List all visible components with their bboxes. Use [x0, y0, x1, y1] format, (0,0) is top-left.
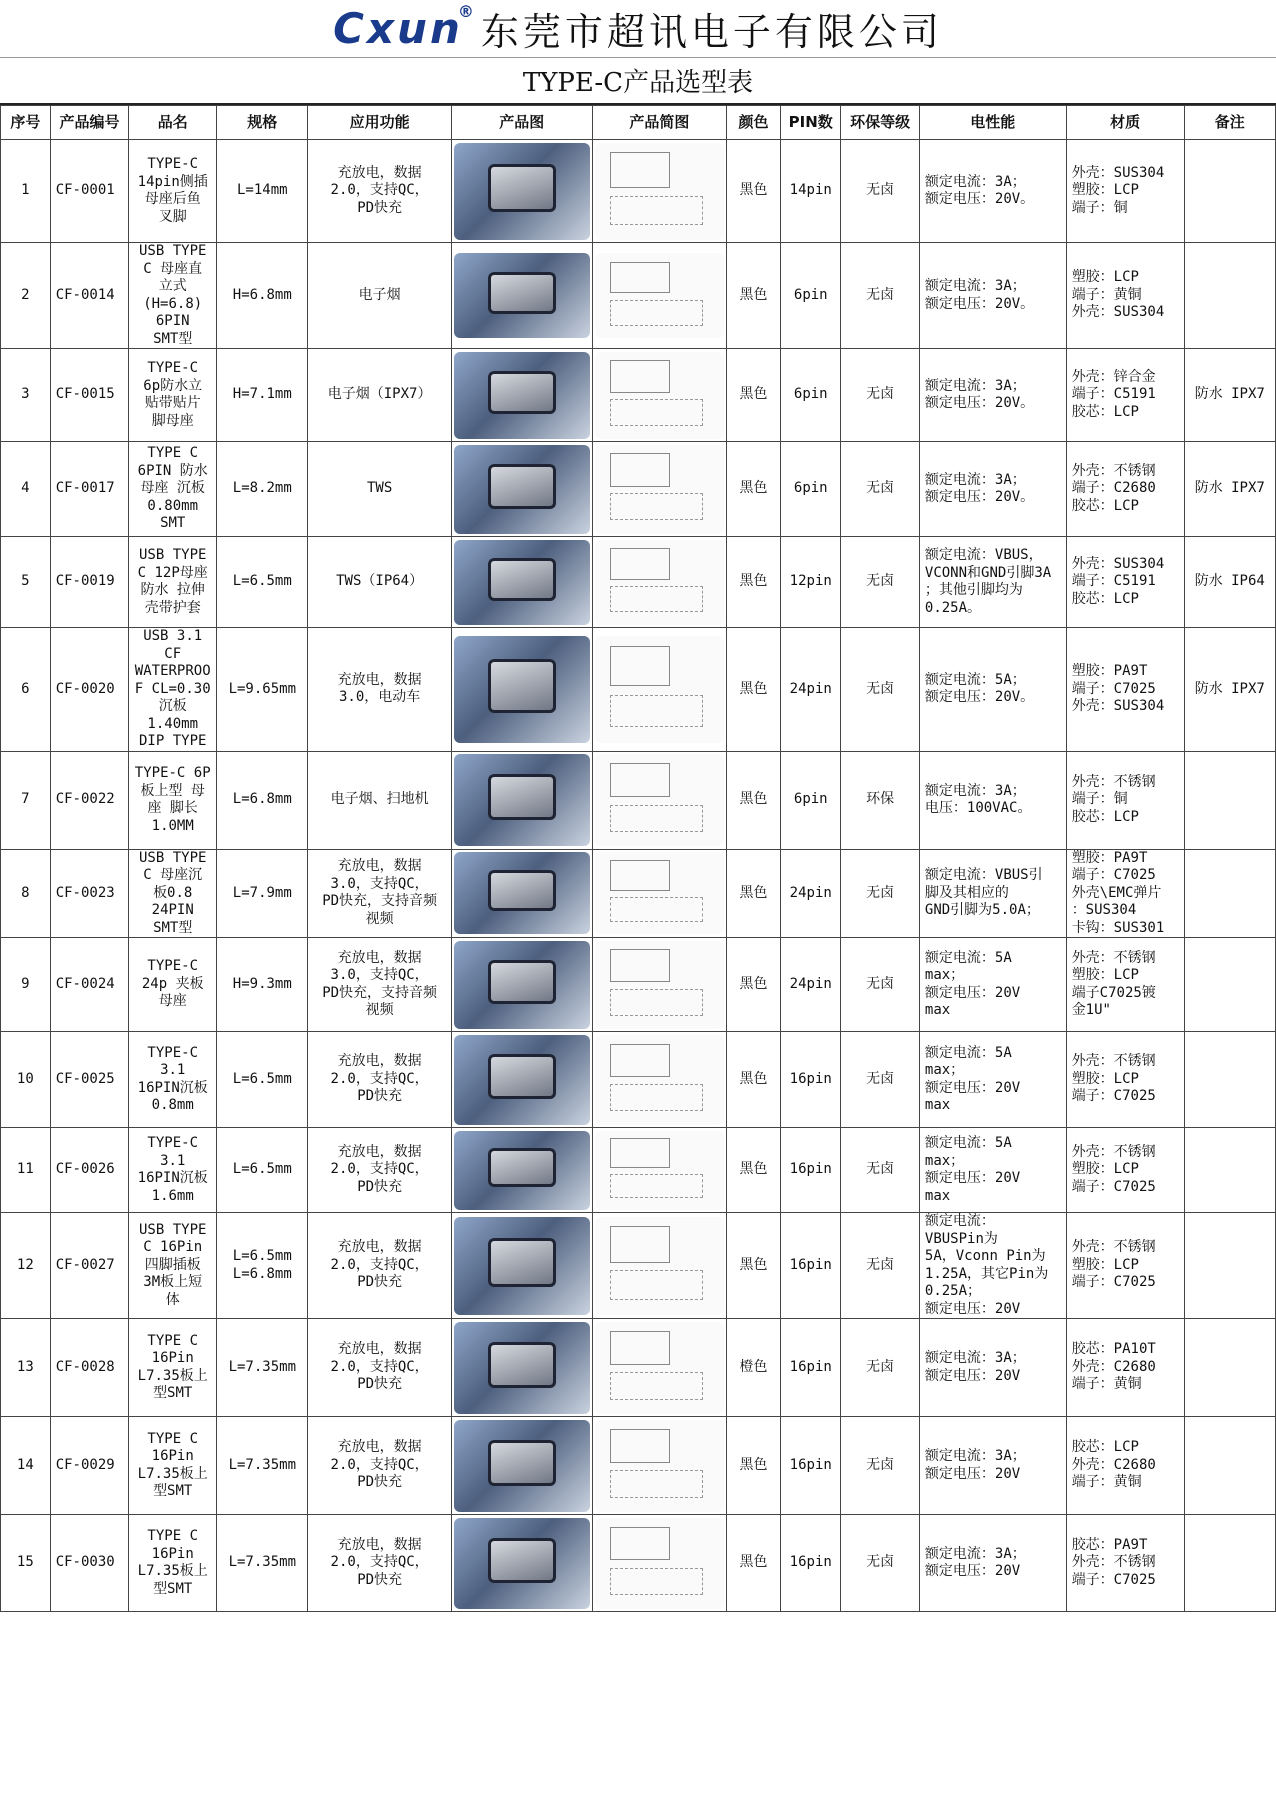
- cell-mat: 外壳：不锈钢 塑胶：LCP 端子：C7025: [1066, 1032, 1184, 1128]
- table-row: [1, 140, 1276, 243]
- product-photo: [454, 1322, 590, 1414]
- table-row: [1, 537, 1276, 628]
- cell-pin: 12pin: [781, 537, 841, 628]
- cell-color: 黑色: [726, 1515, 780, 1612]
- product-drawing-cell: [592, 1515, 726, 1612]
- cell-note: [1184, 140, 1275, 243]
- product-drawing: [595, 1131, 724, 1210]
- cell-elec: 额定电流：3A； 额定电压：20V: [919, 1515, 1066, 1612]
- cell-func: TWS（IP64）: [308, 537, 451, 628]
- cell-no: 13: [1, 1319, 51, 1417]
- cell-mat: 外壳：不锈钢 端子：C2680 胶芯：LCP: [1066, 442, 1184, 537]
- cell-env: 无卤: [841, 537, 920, 628]
- table-row: [1, 243, 1276, 349]
- sheet-title: TYPE-C产品选型表: [0, 58, 1276, 105]
- cell-elec: 额定电流：3A； 额定电压：20V。: [919, 243, 1066, 349]
- table-row: [1, 751, 1276, 849]
- cell-no: 1: [1, 140, 51, 243]
- cell-no: 14: [1, 1417, 51, 1515]
- cell-func: 电子烟（IPX7）: [308, 349, 451, 442]
- cell-pin: 6pin: [781, 243, 841, 349]
- cell-code: CF-0020: [50, 628, 129, 752]
- cell-func: 充放电，数据 2.0，支持QC， PD快充: [308, 1515, 451, 1612]
- cell-func: 充放电，数据 2.0，支持QC， PD快充: [308, 1417, 451, 1515]
- product-drawing: [595, 636, 724, 743]
- cell-func: 充放电，数据 2.0，支持QC， PD快充: [308, 1213, 451, 1319]
- cell-spec: L=7.35mm: [217, 1319, 308, 1417]
- table-row: [1, 1515, 1276, 1612]
- column-header: 产品简图: [592, 106, 726, 140]
- column-header: 应用功能: [308, 106, 451, 140]
- cell-env: 无卤: [841, 1319, 920, 1417]
- column-header: 材质: [1066, 106, 1184, 140]
- cell-code: CF-0029: [50, 1417, 129, 1515]
- cell-env: 无卤: [841, 442, 920, 537]
- cell-color: 黑色: [726, 442, 780, 537]
- logo-text: Cxun: [333, 4, 463, 53]
- cell-no: 6: [1, 628, 51, 752]
- product-drawing-cell: [592, 1032, 726, 1128]
- cell-func: 充放电，数据 2.0，支持QC， PD快充: [308, 1319, 451, 1417]
- cell-env: 无卤: [841, 1213, 920, 1319]
- cell-name: TYPE-C 6p防水立 贴带贴片 脚母座: [129, 349, 217, 442]
- product-drawing: [595, 445, 724, 534]
- product-photo: [454, 445, 590, 534]
- cell-color: 黑色: [726, 938, 780, 1032]
- cell-note: [1184, 1515, 1275, 1612]
- product-drawing-cell: [592, 349, 726, 442]
- table-row: [1, 1032, 1276, 1128]
- product-drawing: [595, 352, 724, 439]
- cell-env: 无卤: [841, 1128, 920, 1213]
- header: [0, 0, 1276, 58]
- cell-name: TYPE-C 6P 板上型 母 座 脚长 1.0MM: [129, 751, 217, 849]
- cell-name: TYPE-C 3.1 16PIN沉板 1.6mm: [129, 1128, 217, 1213]
- cell-elec: 额定电流：3A； 额定电压：20V。: [919, 140, 1066, 243]
- product-photo-cell: [451, 628, 592, 752]
- cell-env: 无卤: [841, 938, 920, 1032]
- cell-env: 环保: [841, 751, 920, 849]
- product-photo: [454, 352, 590, 439]
- cell-pin: 16pin: [781, 1417, 841, 1515]
- cell-name: USB TYPE C 母座直 立式 (H=6.8) 6PIN SMT型: [129, 243, 217, 349]
- cell-code: CF-0001: [50, 140, 129, 243]
- cell-elec: 额定电流：VBUS引 脚及其相应的 GND引脚为5.0A；: [919, 849, 1066, 938]
- product-photo: [454, 1131, 590, 1210]
- product-drawing-cell: [592, 537, 726, 628]
- product-photo: [454, 253, 590, 338]
- cell-elec: 额定电流：3A； 额定电压：20V。: [919, 349, 1066, 442]
- cell-no: 10: [1, 1032, 51, 1128]
- product-photo-cell: [451, 537, 592, 628]
- cell-spec: L=6.5mm L=6.8mm: [217, 1213, 308, 1319]
- cell-pin: 16pin: [781, 1128, 841, 1213]
- cell-color: 黑色: [726, 1417, 780, 1515]
- cell-spec: L=6.5mm: [217, 537, 308, 628]
- product-drawing: [595, 540, 724, 625]
- cell-name: TYPE-C 24p 夹板 母座: [129, 938, 217, 1032]
- cell-func: 充放电，数据 3.0，支持QC， PD快充，支持音频 视频: [308, 938, 451, 1032]
- product-photo: [454, 540, 590, 625]
- cell-env: 无卤: [841, 140, 920, 243]
- cell-mat: 胶芯：PA10T 外壳：C2680 端子：黄铜: [1066, 1319, 1184, 1417]
- cell-mat: 塑胶：PA9T 端子：C7025 外壳：SUS304: [1066, 628, 1184, 752]
- cell-code: CF-0026: [50, 1128, 129, 1213]
- table-row: [1, 938, 1276, 1032]
- column-header: 规格: [217, 106, 308, 140]
- cell-color: 黑色: [726, 1032, 780, 1128]
- product-photo-cell: [451, 140, 592, 243]
- cell-no: 5: [1, 537, 51, 628]
- cell-pin: 24pin: [781, 628, 841, 752]
- cell-elec: 额定电流：3A； 额定电压：20V: [919, 1417, 1066, 1515]
- cell-no: 11: [1, 1128, 51, 1213]
- cell-func: 充放电，数据 2.0，支持QC， PD快充: [308, 1128, 451, 1213]
- product-drawing: [595, 253, 724, 338]
- cell-elec: 额定电流：3A； 额定电压：20V。: [919, 442, 1066, 537]
- cell-name: TYPE C 16Pin L7.35板上 型SMT: [129, 1319, 217, 1417]
- table-row: [1, 1319, 1276, 1417]
- product-photo: [454, 754, 590, 846]
- cell-spec: L=14mm: [217, 140, 308, 243]
- table-row: [1, 442, 1276, 537]
- column-header: 产品图: [451, 106, 592, 140]
- product-photo-cell: [451, 1319, 592, 1417]
- cell-pin: 14pin: [781, 140, 841, 243]
- cell-code: CF-0030: [50, 1515, 129, 1612]
- product-photo: [454, 1035, 590, 1125]
- cell-no: 12: [1, 1213, 51, 1319]
- cell-mat: 外壳：不锈钢 塑胶：LCP 端子：C7025: [1066, 1213, 1184, 1319]
- cell-code: CF-0014: [50, 243, 129, 349]
- product-photo: [454, 941, 590, 1029]
- cell-no: 15: [1, 1515, 51, 1612]
- cell-name: USB 3.1 CF WATERPROO F CL=0.30 沉板 1.40mm DIP TYPE: [129, 628, 217, 752]
- cell-spec: H=9.3mm: [217, 938, 308, 1032]
- cell-name: TYPE-C 14pin侧插 母座后鱼 叉脚: [129, 140, 217, 243]
- cell-pin: 6pin: [781, 349, 841, 442]
- product-drawing-cell: [592, 849, 726, 938]
- product-table: [0, 105, 1276, 1612]
- cell-pin: 16pin: [781, 1213, 841, 1319]
- cell-func: 电子烟、扫地机: [308, 751, 451, 849]
- cell-mat: 外壳：SUS304 塑胶：LCP 端子：铜: [1066, 140, 1184, 243]
- product-drawing: [595, 1322, 724, 1414]
- cell-mat: 塑胶：LCP 端子：黄铜 外壳：SUS304: [1066, 243, 1184, 349]
- cell-note: [1184, 938, 1275, 1032]
- product-drawing-cell: [592, 628, 726, 752]
- table-row: [1, 1128, 1276, 1213]
- cell-elec: 额定电流：5A； 额定电压：20V。: [919, 628, 1066, 752]
- company-name: 东莞市超讯电子有限公司: [480, 10, 943, 54]
- cell-elec: 额定电流：VBUS， VCONN和GND引脚3A ；其他引脚均为 0.25A。: [919, 537, 1066, 628]
- product-drawing: [595, 143, 724, 240]
- cell-env: 无卤: [841, 349, 920, 442]
- product-drawing-cell: [592, 1417, 726, 1515]
- product-photo-cell: [451, 1515, 592, 1612]
- cell-env: 无卤: [841, 628, 920, 752]
- column-header: 产品编号: [50, 106, 129, 140]
- cell-code: CF-0027: [50, 1213, 129, 1319]
- cell-elec: 额定电流：3A； 额定电压：20V: [919, 1319, 1066, 1417]
- cell-spec: L=6.5mm: [217, 1128, 308, 1213]
- cell-spec: L=6.5mm: [217, 1032, 308, 1128]
- cell-no: 2: [1, 243, 51, 349]
- cell-note: 防水 IP64: [1184, 537, 1275, 628]
- product-photo-cell: [451, 751, 592, 849]
- cell-no: 3: [1, 349, 51, 442]
- cell-note: [1184, 1417, 1275, 1515]
- table-row: [1, 349, 1276, 442]
- product-photo-cell: [451, 1417, 592, 1515]
- cell-color: 黑色: [726, 349, 780, 442]
- product-drawing-cell: [592, 1319, 726, 1417]
- registered-mark: ®: [457, 2, 477, 21]
- product-drawing-cell: [592, 243, 726, 349]
- cell-env: 无卤: [841, 1417, 920, 1515]
- cell-func: 充放电，数据 2.0，支持QC， PD快充: [308, 140, 451, 243]
- product-photo: [454, 1420, 590, 1512]
- product-photo: [454, 143, 590, 240]
- cell-mat: 外壳：不锈钢 塑胶：LCP 端子C7025镀 金1U": [1066, 938, 1184, 1032]
- product-photo-cell: [451, 1032, 592, 1128]
- product-photo-cell: [451, 938, 592, 1032]
- cell-no: 8: [1, 849, 51, 938]
- cell-elec: 额定电流：5A max； 额定电压：20V max: [919, 1128, 1066, 1213]
- cell-name: TYPE C 6PIN 防水 母座 沉板 0.80mm SMT: [129, 442, 217, 537]
- cell-color: 黑色: [726, 751, 780, 849]
- cell-note: [1184, 1032, 1275, 1128]
- table-row: [1, 1417, 1276, 1515]
- product-photo-cell: [451, 849, 592, 938]
- cell-spec: L=6.8mm: [217, 751, 308, 849]
- cell-name: USB TYPE C 12P母座 防水 拉伸 壳带护套: [129, 537, 217, 628]
- product-photo-cell: [451, 243, 592, 349]
- column-header: 电性能: [919, 106, 1066, 140]
- cell-note: [1184, 849, 1275, 938]
- product-drawing-cell: [592, 751, 726, 849]
- cell-pin: 6pin: [781, 751, 841, 849]
- cell-func: 充放电，数据 2.0，支持QC， PD快充: [308, 1032, 451, 1128]
- cell-mat: 外壳：不锈钢 塑胶：LCP 端子：C7025: [1066, 1128, 1184, 1213]
- product-photo: [454, 1217, 590, 1315]
- cell-spec: H=6.8mm: [217, 243, 308, 349]
- cell-mat: 外壳：不锈钢 端子：铜 胶芯：LCP: [1066, 751, 1184, 849]
- cell-no: 4: [1, 442, 51, 537]
- table-body: [1, 140, 1276, 1612]
- cell-code: CF-0024: [50, 938, 129, 1032]
- cell-note: 防水 IPX7: [1184, 349, 1275, 442]
- column-header: 品名: [129, 106, 217, 140]
- cell-code: CF-0015: [50, 349, 129, 442]
- cell-env: 无卤: [841, 849, 920, 938]
- cell-mat: 胶芯：PA9T 外壳：不锈钢 端子：C7025: [1066, 1515, 1184, 1612]
- cell-name: TYPE C 16Pin L7.35板上 型SMT: [129, 1515, 217, 1612]
- cell-no: 7: [1, 751, 51, 849]
- cell-color: 黑色: [726, 243, 780, 349]
- cell-spec: L=7.35mm: [217, 1417, 308, 1515]
- column-header: 环保等级: [841, 106, 920, 140]
- cell-note: [1184, 751, 1275, 849]
- cell-note: [1184, 1213, 1275, 1319]
- cell-mat: 胶芯：LCP 外壳：C2680 端子：黄铜: [1066, 1417, 1184, 1515]
- cell-mat: 外壳：锌合金 端子：C5191 胶芯：LCP: [1066, 349, 1184, 442]
- cell-name: USB TYPE C 母座沉 板0.8 24PIN SMT型: [129, 849, 217, 938]
- cell-note: [1184, 243, 1275, 349]
- cell-pin: 24pin: [781, 938, 841, 1032]
- cell-color: 黑色: [726, 537, 780, 628]
- product-drawing: [595, 1217, 724, 1315]
- column-header: 备注: [1184, 106, 1275, 140]
- cell-note: [1184, 1128, 1275, 1213]
- product-photo-cell: [451, 1128, 592, 1213]
- product-photo: [454, 852, 590, 934]
- cell-note: [1184, 1319, 1275, 1417]
- cell-func: TWS: [308, 442, 451, 537]
- product-drawing: [595, 852, 724, 934]
- cell-color: 黑色: [726, 628, 780, 752]
- column-header: 颜色: [726, 106, 780, 140]
- cell-env: 无卤: [841, 243, 920, 349]
- product-drawing-cell: [592, 140, 726, 243]
- product-drawing: [595, 754, 724, 846]
- product-photo: [454, 636, 590, 743]
- cell-env: 无卤: [841, 1515, 920, 1612]
- table-row: [1, 1213, 1276, 1319]
- cell-no: 9: [1, 938, 51, 1032]
- product-photo-cell: [451, 349, 592, 442]
- cell-mat: 塑胶：PA9T 端子：C7025 外壳\EMC弹片 ：SUS304 卡钩：SUS301: [1066, 849, 1184, 938]
- table-row: [1, 849, 1276, 938]
- cell-func: 充放电，数据 3.0，支持QC， PD快充，支持音频 视频: [308, 849, 451, 938]
- cell-func: 电子烟: [308, 243, 451, 349]
- cell-spec: L=9.65mm: [217, 628, 308, 752]
- product-drawing: [595, 1035, 724, 1125]
- column-header: PIN数: [781, 106, 841, 140]
- cell-elec: 额定电流：3A； 电压：100VAC。: [919, 751, 1066, 849]
- product-drawing-cell: [592, 1213, 726, 1319]
- cell-note: 防水 IPX7: [1184, 442, 1275, 537]
- company-logo: [333, 2, 477, 53]
- cell-spec: L=8.2mm: [217, 442, 308, 537]
- cell-spec: H=7.1mm: [217, 349, 308, 442]
- product-drawing-cell: [592, 1128, 726, 1213]
- cell-pin: 16pin: [781, 1515, 841, 1612]
- cell-code: CF-0017: [50, 442, 129, 537]
- column-header: 序号: [1, 106, 51, 140]
- cell-note: 防水 IPX7: [1184, 628, 1275, 752]
- table-row: [1, 628, 1276, 752]
- cell-code: CF-0028: [50, 1319, 129, 1417]
- cell-elec: 额定电流：5A max； 额定电压：20V max: [919, 938, 1066, 1032]
- cell-color: 黑色: [726, 1213, 780, 1319]
- cell-spec: L=7.35mm: [217, 1515, 308, 1612]
- cell-color: 黑色: [726, 1128, 780, 1213]
- cell-name: USB TYPE C 16Pin 四脚插板 3M板上短 体: [129, 1213, 217, 1319]
- product-drawing-cell: [592, 442, 726, 537]
- product-drawing: [595, 1518, 724, 1609]
- cell-mat: 外壳：SUS304 端子：C5191 胶芯：LCP: [1066, 537, 1184, 628]
- product-drawing: [595, 941, 724, 1029]
- cell-elec: 额定电流： VBUSPin为 5A，Vconn Pin为 1.25A，其它Pin为 0.25A； 额定电压：20V: [919, 1213, 1066, 1319]
- cell-color: 黑色: [726, 849, 780, 938]
- cell-code: CF-0022: [50, 751, 129, 849]
- cell-code: CF-0023: [50, 849, 129, 938]
- table-header-row: [1, 106, 1276, 140]
- cell-color: 橙色: [726, 1319, 780, 1417]
- cell-name: TYPE C 16Pin L7.35板上 型SMT: [129, 1417, 217, 1515]
- cell-pin: 6pin: [781, 442, 841, 537]
- product-drawing: [595, 1420, 724, 1512]
- product-photo: [454, 1518, 590, 1609]
- product-drawing-cell: [592, 938, 726, 1032]
- cell-spec: L=7.9mm: [217, 849, 308, 938]
- cell-env: 无卤: [841, 1032, 920, 1128]
- cell-pin: 24pin: [781, 849, 841, 938]
- cell-name: TYPE-C 3.1 16PIN沉板 0.8mm: [129, 1032, 217, 1128]
- product-photo-cell: [451, 442, 592, 537]
- cell-color: 黑色: [726, 140, 780, 243]
- cell-code: CF-0019: [50, 537, 129, 628]
- cell-code: CF-0025: [50, 1032, 129, 1128]
- cell-pin: 16pin: [781, 1319, 841, 1417]
- cell-pin: 16pin: [781, 1032, 841, 1128]
- cell-elec: 额定电流：5A max； 额定电压：20V max: [919, 1032, 1066, 1128]
- cell-func: 充放电，数据 3.0，电动车: [308, 628, 451, 752]
- product-photo-cell: [451, 1213, 592, 1319]
